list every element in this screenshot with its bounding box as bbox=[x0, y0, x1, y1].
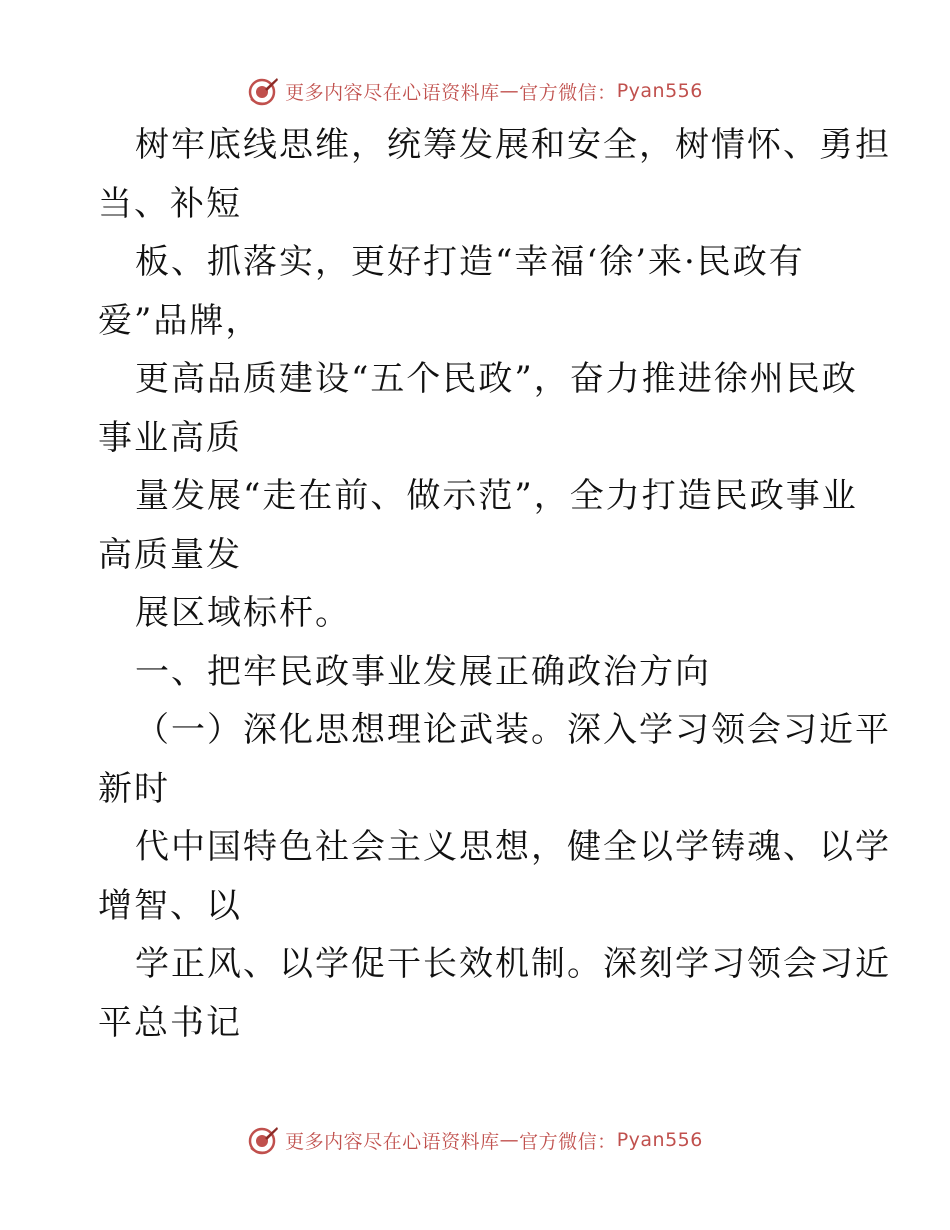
watermark-dash: — bbox=[499, 1129, 520, 1151]
paragraph-line: 展区域标杆。 bbox=[135, 593, 351, 633]
paragraph-line: （一）深化思想理论武装。深入学习领会习近平 bbox=[135, 710, 891, 750]
header-watermark bbox=[0, 71, 950, 111]
paragraph-line: 更高品质建设“五个民政”，奋力推进徐州民政 bbox=[135, 359, 858, 399]
paragraph-line: 事业高质 bbox=[98, 417, 242, 458]
watermark-text: 更多内容尽在心语资料库 bbox=[285, 81, 500, 104]
paragraph-line: 增智、以 bbox=[98, 885, 242, 926]
watermark-wechat-id: Pyan556 bbox=[616, 1129, 703, 1151]
paragraph-line: 新时 bbox=[98, 768, 170, 809]
brush-logo-icon bbox=[247, 75, 279, 107]
watermark-wechat-label: 官方微信： bbox=[519, 81, 617, 104]
paragraph-line: 树牢底线思维，统筹发展和安全，树情怀、勇担 bbox=[135, 125, 891, 165]
footer-watermark bbox=[0, 1120, 950, 1160]
paragraph-line: 平总书记 bbox=[98, 1002, 242, 1043]
watermark-wechat-label: 官方微信： bbox=[519, 1130, 617, 1153]
paragraph-line: 当、补短 bbox=[98, 183, 242, 224]
paragraph-line: 量发展“走在前、做示范”，全力打造民政事业 bbox=[135, 476, 858, 516]
paragraph-line: 一、把牢民政事业发展正确政治方向 bbox=[135, 651, 711, 692]
watermark-text: 更多内容尽在心语资料库 bbox=[285, 1130, 500, 1153]
paragraph-line: 板、抓落实，更好打造“幸福‘徐’来·民政有 bbox=[135, 242, 805, 282]
paragraph-line: 代中国特色社会主义思想，健全以学铸魂、以学 bbox=[135, 827, 891, 867]
brush-logo-icon bbox=[247, 1124, 279, 1156]
paragraph-line: 学正风、以学促干长效机制。深刻学习领会习近 bbox=[135, 944, 891, 984]
paragraph-line: 爱”品牌， bbox=[98, 300, 262, 341]
paragraph-line: 高质量发 bbox=[98, 534, 242, 575]
watermark-dash: — bbox=[499, 80, 520, 102]
document-body bbox=[98, 116, 891, 1052]
watermark-wechat-id: Pyan556 bbox=[616, 80, 703, 102]
